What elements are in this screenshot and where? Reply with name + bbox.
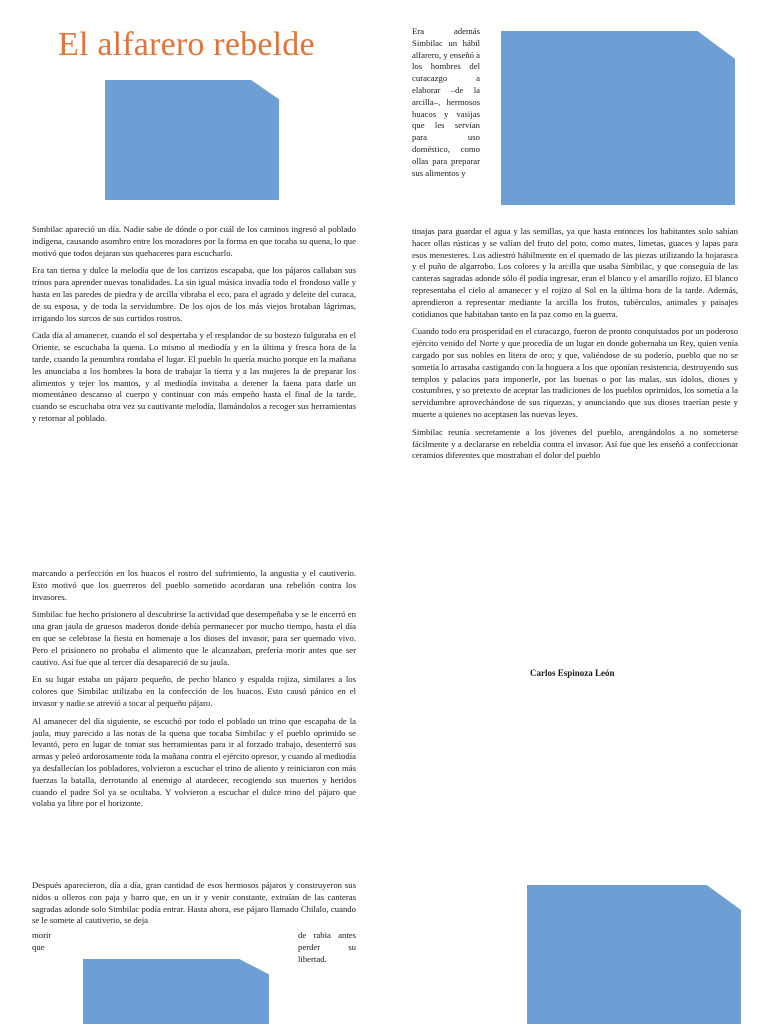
- author-name: Carlos Espinoza León: [530, 668, 615, 678]
- paragraph: Cada día al amanecer, cuando el sol despertaba y el resplandor de su bostezo fulguraba en el Oriente, se escuchaba la quena. Lo mismo al mediodía y en la última y fresca hora de la tarde, cuando la penumbra rondaba el lugar. El pueblo lo quería mucho porque en la mañana les anunciaba a los hombres la hora de trabajar la tierra y a las mujeres la de preparar los alimentos y tejer los mantos, y al mediodía invitaba a detener la faena para darle un momentáneo descanso al cuerpo y continuar con más empeño hasta el final de la tarde, cuando se escuchaba otra vez su cautivante melodía, llamándolos a recoger sus herramientas y retornar al poblado.: [32, 330, 356, 423]
- paragraph: Cuando todo era prosperidad en el curacazgo, fueron de pronto conquistados por un poderoso ejército venido del Norte y que procedía de un lugar en donde gobernaba un Rey, quien venía cargado por sus nobles en litera de oro; y que, valiéndose de su poderío, pueblo que no se sometía lo arrasaba castigando con la hoguera a los que oponían resistencia, destruyendo sus templos y palacios para imponerle, por las buenas o por las malas, sus ídolos, dioses y costumbres, y so pretexto de aceptar las tradiciones de los pueblos oprimidos, los sometía a la servidumbre aprovechándose de sus riquezas, y anunciando que sus dioses traerían peste y muerte a quienes no aceptasen las nuevas leyes.: [412, 326, 738, 419]
- blue-image-frame-4: [520, 878, 748, 1024]
- blue-image-frame-1: [98, 73, 286, 207]
- bottom-paragraph-block: [32, 880, 356, 933]
- wrap-paragraph: Era además Simbilac un hábil alfarero, y enseñó a los hombres del curacazgo a elaborar –de la arcilla–, hermosos huacos y vasijas que les servían para uso doméstico, como ollas para preparar sus alimentos y: [412, 26, 481, 178]
- paragraph: Después aparecieron, día a día, gran cantidad de esos hermosos pájaros y construyeron sus nidos u olleros con paja y barro que, en un ir y venir constante, extraían de las canteras sagradas adonde solo Simbilac podía entrar. Hasta ahora, ese pájaro llamado Chilalo, cuando se le somete al cautiverio, se deja: [32, 880, 356, 926]
- paragraph: Al amanecer del día siguiente, se escuchó por todo el poblado un trino que escapaba de la jaula, muy parecido a las notas de la quena que tocaba Simbilac y el pueblo oprimido se levantó, pero en lugar de tomar sus herramientas para ir al forzado trabajo, desenterró sus armas y peleó ardorosamente toda la mañana contra el ejército opresor, y cuando al mediodía ya desfallecían los pobladores, volvieron a escuchar el trino de aliento y reiniciaron con más fuerzas la batalla, derrotando al enemigo al atardecer, recogiendo sus muertos y heridos cuando el padre Sol ya se ocultaba. Y volvieron a escuchar el dulce trino del pájaro que volaba ya libre por el horizonte.: [32, 715, 356, 809]
- paragraph: Era tan tierna y dulce la melodía que de los carrizos escapaba, que los pájaros callaban sus trinos para aprender nuevas tonalidades. La sin igual música invadía todo el frondoso valle y hasta en las paredes de piedra y de arcilla vibraba el eco, para el agrado y deleite del curaca, de su esposa, y de toda la servidumbre. De los ojos de los más viejos brotaban lágrimas, irrigando los surcos de sus curtidos rostros.: [32, 265, 356, 323]
- blue-image-fill-4: [527, 885, 741, 1024]
- tail-left-word-2: que: [32, 942, 45, 952]
- right-column-page1: [412, 226, 738, 468]
- tail-left-word-1: morir: [32, 930, 52, 940]
- paragraph: Simbilac apareció un día. Nadie sabe de dónde o por cuál de los caminos ingresó al poblado indígena, causando asombro entre los moradores por la forma en que tocaba su quena, lo que motivó que todos dejaran sus quehaceres para escucharlo.: [32, 224, 356, 258]
- paragraph: Simbilac reunía secretamente a los jóvenes del pueblo, arengándolos a no someterse fácilmente y a declararse en rebeldía contra el invasor. Así fue que les enseñó a confeccionar ceramios diferentes que mostraban el dolor del pueblo: [412, 426, 738, 461]
- narrow-wrap-text: [412, 26, 480, 179]
- left-column-page1: [32, 224, 356, 431]
- page-title: El alfarero rebelde: [58, 26, 315, 63]
- blue-image-frame-3: [76, 952, 276, 1024]
- blue-image-frame-2: [494, 24, 742, 212]
- paragraph: tinajas para guardar el agua y las semillas, ya que hasta entonces los habitantes solo sabían hacer ollas rústicas y se valían del fruto del poto, como mates, limetas, guaces y lapas para esos menesteres. Los adiestró hábilmente en el quemado de las piezas utilizando la hojarasca y el puño de algarrobo. Los colores y la arcilla que usaba Simbilac, y que conseguía de las canteras sagradas adonde sólo él podía ingresar, eran el blanco y el amarillo rojizo. El blanco representaba el cielo al amanecer y el rojizo al Sol en la última hora de la tarde. Además, aprendieron a representar mediante la arcilla los frutos, tubérculos, animales y paisajes cotidianos que habitaban tanto en la paz como en la guerra.: [412, 226, 738, 319]
- tail-right-text: de rabia antes perder su libertad.: [298, 930, 356, 964]
- paragraph: Simbilac fue hecho prisionero al descubrirse la actividad que desempeñaba y se le encerró en una gran jaula de gruesos maderos donde debía permanecer por mucho tiempo, hasta el día en que se celebrase la fiesta en homenaje a los dioses del invasor, para ser quemado vivo. Pero el prisionero no probaba el alimento que le alcanzaban, prefería morir antes que ser cautivo. Así fue que al tercer día desapareció de su jaula.: [32, 609, 356, 667]
- paragraph: marcando a perfección en los huacos el rostro del sufrimiento, la angustia y el cautiverio. Esto motivó que los guerreros del pueblo sometido acordaran una rebelión contra los invasores.: [32, 568, 356, 602]
- blue-image-fill-2: [501, 31, 735, 205]
- document-page-2: [0, 512, 768, 1024]
- blue-image-fill-3: [83, 959, 269, 1024]
- paragraph: En su lugar estaba un pájaro pequeño, de pecho blanco y espalda rojiza, similares a los colores que Simbilac utilizaba en la confección de los huacos. Esto causó pánico en el invasor y nadie se atrevió a tocar al pequeño pájaro.: [32, 674, 356, 708]
- blue-image-fill-1: [105, 80, 279, 200]
- left-column-page2: [32, 568, 356, 816]
